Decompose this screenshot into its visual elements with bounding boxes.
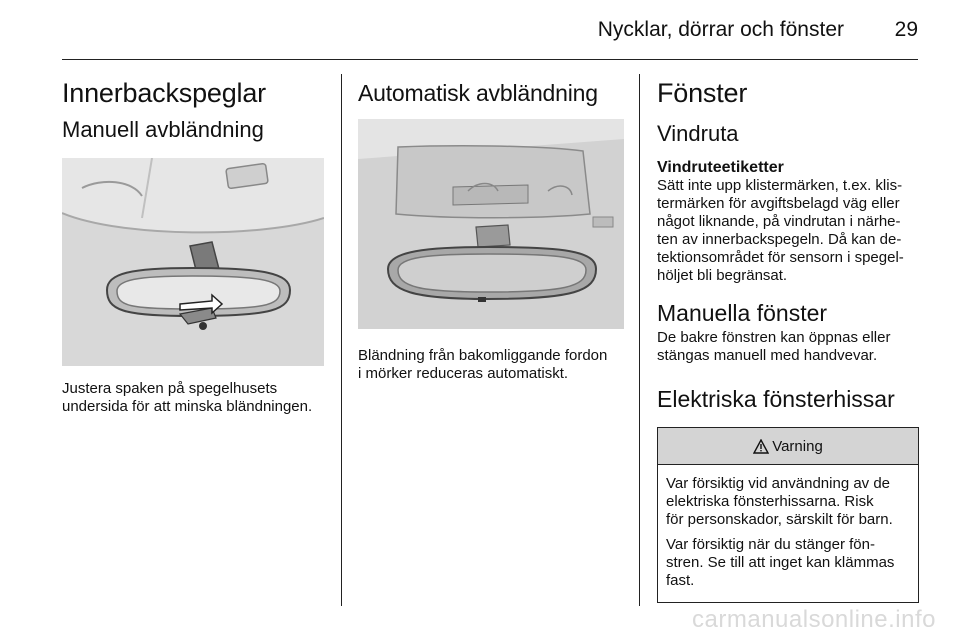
auto-mirror-illustration bbox=[358, 119, 624, 329]
section-title-power-windows: Elektriska fönsterhissar bbox=[657, 386, 895, 412]
caption-manual-dimming: Justera spaken på spegelhusets undersida för att minska bländningen. bbox=[62, 380, 313, 415]
page-number: 29 bbox=[894, 18, 918, 41]
paragraph-windscreen-stickers: Sätt inte upp klistermärken, t.ex. klis- termärken för avgiftsbelagd väg eller något liknande, på vindrutan i närhe- ten av innerbackspegeln. Då kan de- tektionsområdet för sensorn i spegel- höljet bli begränsat. bbox=[657, 177, 904, 284]
warning-body bbox=[658, 465, 918, 602]
caption-auto-dimming: Bländning från bakomliggande fordon i mörker reduceras automatiskt. bbox=[358, 347, 608, 382]
subsection-title-windscreen: Vindruta bbox=[657, 121, 739, 146]
paragraph-manual-windows: De bakre fönstren kan öppnas eller stängas manuell med handvevar. bbox=[657, 329, 891, 364]
column-1 bbox=[62, 70, 324, 416]
warning-header bbox=[658, 428, 918, 465]
subsection-title-manual-dimming: Manuell avbländning bbox=[62, 117, 264, 142]
section-title-auto-dimming: Automatisk avbländning bbox=[358, 80, 598, 106]
warning-title: Varning bbox=[772, 437, 823, 455]
section-title-windows: Fönster bbox=[657, 78, 748, 108]
section-title-inner-mirrors: Innerbackspeglar bbox=[62, 78, 266, 108]
column-divider-2 bbox=[639, 74, 640, 606]
column-divider-1 bbox=[341, 74, 342, 606]
watermark: carmanualsonline.info bbox=[692, 606, 936, 633]
warning-paragraph-1: Var försiktig vid användning av de elektriska fönsterhissarna. Risk för personskador, särskilt för barn. bbox=[666, 475, 893, 528]
column-2 bbox=[358, 70, 624, 383]
warning-paragraph-2: Var försiktig när du stänger fön- stren. Se till att inget kan klämmas fast. bbox=[666, 536, 895, 589]
header-title: Nycklar, dörrar och fönster bbox=[597, 18, 844, 41]
heading-windscreen-stickers: Vindruteetiketter bbox=[657, 159, 784, 176]
manual-mirror-illustration bbox=[62, 158, 324, 366]
header-rule bbox=[62, 59, 918, 60]
warning-triangle-icon bbox=[753, 439, 769, 454]
section-title-manual-windows: Manuella fönster bbox=[657, 300, 828, 326]
column-3 bbox=[657, 70, 919, 603]
warning-box bbox=[657, 427, 919, 603]
